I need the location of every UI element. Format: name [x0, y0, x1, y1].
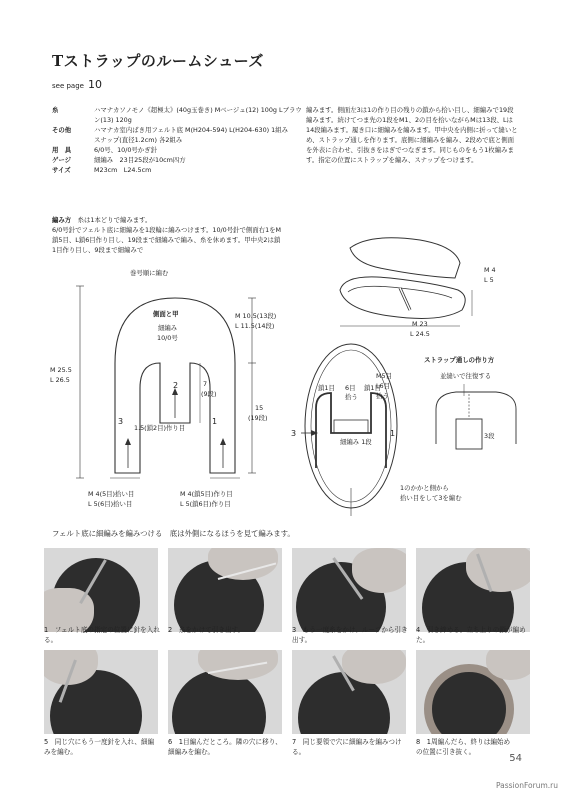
panel-sub2: 10/0号 — [157, 334, 178, 342]
step-photo-8 — [416, 650, 530, 734]
shoe-m23: M 23 — [412, 320, 428, 328]
see-page — [52, 76, 102, 93]
spec-key — [52, 136, 94, 146]
spec-key: 糸 — [52, 106, 59, 114]
step-text: 1周編んだら、終りは編始めの位置に引き抜く。 — [416, 738, 511, 756]
panel-num-2: 2 — [173, 381, 179, 390]
step-text: フェルト底の指定の位置に針を入れる。 — [44, 626, 160, 644]
inner-7b: (9段) — [201, 390, 217, 398]
spec-row — [52, 126, 302, 136]
step-text: 同じ要領で穴に細編みを編みつける。 — [292, 738, 402, 756]
strap-t1: 並縫いで往復する — [440, 372, 492, 380]
height-m: M 25.5 — [50, 366, 72, 374]
sole-num-3: 3 — [291, 429, 297, 438]
spec-row — [52, 146, 302, 156]
step-num: 6 — [168, 738, 173, 746]
sole-l4b: L6目 — [376, 382, 391, 390]
method-sub: 糸は1本どりで編みます。 — [77, 216, 152, 224]
spec-value: M23cm L24.5cm — [94, 165, 152, 174]
sole-l2b: 拾う — [345, 393, 358, 401]
right-top-l: L 11.5(14段) — [235, 322, 275, 330]
spec-row — [52, 136, 302, 146]
shoe-illustration — [330, 228, 480, 338]
method-left — [52, 216, 282, 256]
shoe-l245: L 24.5 — [410, 330, 430, 338]
step-num: 1 — [44, 626, 49, 634]
step-caption-1 — [44, 626, 160, 646]
spec-key: 用 具 — [52, 145, 72, 154]
spec-value: 細編み 23目25段が10cm四方 — [94, 155, 186, 164]
step-num: 8 — [416, 738, 421, 746]
step-photo-1 — [44, 548, 158, 632]
spec-list — [52, 106, 302, 175]
step-caption-6 — [168, 738, 284, 758]
sole-num-1: 1 — [390, 429, 396, 438]
panel-title: 側面と甲 — [153, 310, 179, 318]
panel-num-3: 3 — [118, 417, 124, 426]
step-num: 5 — [44, 738, 49, 746]
step-caption-3 — [292, 626, 408, 646]
step-num: 2 — [168, 626, 173, 634]
step-caption-5 — [44, 738, 160, 758]
right-top-m: M 10.5(13段) — [235, 312, 277, 320]
inner-7: 7 — [203, 380, 208, 388]
step-text: 糸をかけて引き出す。 — [178, 626, 245, 634]
step-num: 4 — [416, 626, 421, 634]
watermark: PassionForum.ru — [495, 781, 558, 791]
mid-label2: (19段) — [248, 414, 268, 422]
sole-l2: 6目 — [345, 384, 356, 392]
bottom-left-m: M 4(5目)拾い目 — [88, 490, 135, 498]
step-num: 7 — [292, 738, 297, 746]
spec-value: ハマナカソノモノ《超極太》(40g玉巻き) Mベージュ(12) 100g Lブラウン(13) 120g — [94, 106, 302, 124]
see-page-number: 10 — [87, 78, 102, 91]
strap-t2: 3段 — [484, 432, 495, 440]
side-and-upper-diagram — [40, 268, 300, 508]
panel-num-1: 1 — [212, 417, 218, 426]
step-photo-4 — [416, 548, 530, 632]
step-photo-6 — [168, 650, 282, 734]
sole-note2: 拾い目をして3を編む — [400, 494, 462, 502]
step-photo-3 — [292, 548, 406, 632]
method-heading: 編み方 — [52, 216, 72, 224]
panel-sub1: 細編み — [158, 324, 178, 332]
strap-diagram — [426, 384, 526, 464]
bottom-right-m: M 4(鎖5目)作り目 — [180, 490, 233, 498]
spec-row — [52, 156, 302, 166]
spec-key: ゲージ — [52, 155, 72, 164]
strap-title: ストラップ通しの作り方 — [424, 356, 495, 364]
mid-label: 15 — [255, 404, 264, 412]
step-text: 同じ穴にもう一度針を入れ、細編みを編む。 — [44, 738, 155, 756]
sole-center: 細編み 1段 — [340, 438, 372, 446]
diagram-top-label: 巻号順に編む — [130, 269, 169, 277]
step-caption-8 — [416, 738, 512, 758]
page-number: 54 — [509, 752, 522, 764]
spec-row — [52, 106, 302, 126]
inner-start: 1.5(鎖2目)作り目 — [134, 424, 186, 432]
step-text: 1目編んだところ。隣の穴に移り、細編みを編む。 — [168, 738, 282, 756]
section-title: フェルト底に細編みを編みつける 底は外側になるほうを見て編みます。 — [52, 529, 295, 538]
height-l: L 26.5 — [50, 376, 70, 384]
page-title: Tストラップのルームシューズ — [52, 52, 264, 70]
spec-value: 6/0号、10/0号かぎ針 — [94, 145, 157, 154]
bottom-left-l: L 5(6目)拾い目 — [88, 500, 133, 508]
spec-key: その他 — [52, 125, 72, 134]
sole-l1: 鎖1目 — [318, 384, 335, 392]
sole-l4: M5目 — [376, 372, 392, 380]
step-photo-5 — [44, 650, 158, 734]
spec-row — [52, 166, 302, 176]
spec-value: スナップ(直径1.2cm) 各2組み — [94, 135, 183, 144]
shoe-m4: M 4 — [484, 266, 496, 274]
step-photo-2 — [168, 548, 282, 632]
sole-note1: 1のかかと側から — [400, 484, 449, 492]
step-caption-2 — [168, 626, 284, 636]
spec-key: サイズ — [52, 165, 71, 174]
step-caption-7 — [292, 738, 408, 758]
step-text: もう一度糸をかけ、ループから引き出す。 — [292, 626, 408, 644]
step-caption-4 — [416, 626, 532, 646]
step-num: 3 — [292, 626, 297, 634]
shoe-l5: L 5 — [484, 276, 494, 284]
sole-l3: 鎖1目 — [364, 384, 381, 392]
step-text: 引き締める。立ち上りの鎖が編めた。 — [416, 626, 526, 644]
sole-l4c: 拾う — [376, 392, 389, 400]
spec-value: ハマナカ室内ばき用フェルト底 M(H204-594) L(H204-630) 1組み — [94, 125, 289, 134]
see-page-label: see page — [52, 82, 84, 90]
bottom-right-l: L 5(鎖6目)作り目 — [180, 500, 231, 508]
step-photo-7 — [292, 650, 406, 734]
method-left-text: 6/0号針でフェルト底に細編みを1段輪に編みつけます。10/0号針で側面右1をM鎖5目、L鎖6目作り目し、19段まで細編みで編み、糸を休めます。甲中央2は鎖1目作り目し、9段まで細編みで — [52, 225, 282, 254]
method-right-text: 編みます。側面左3は1の作り目の残りの鎖から拾い目し、細編みで19段編みます。続けてつま先の1段をM1、2の目を拾いながらMは13段、Lは14段編みます。履き口に細編みを編みます。甲中央を内側に折って縫いとめ、ストラップ通しを作ります。底側に細編みを編み、2段めで底と側面を外表に合わせ、引抜きをはぎでつなぎます。同じものをもう1枚編みます。指定の位置にストラップを編み、スナップをつけます。 — [306, 106, 518, 164]
